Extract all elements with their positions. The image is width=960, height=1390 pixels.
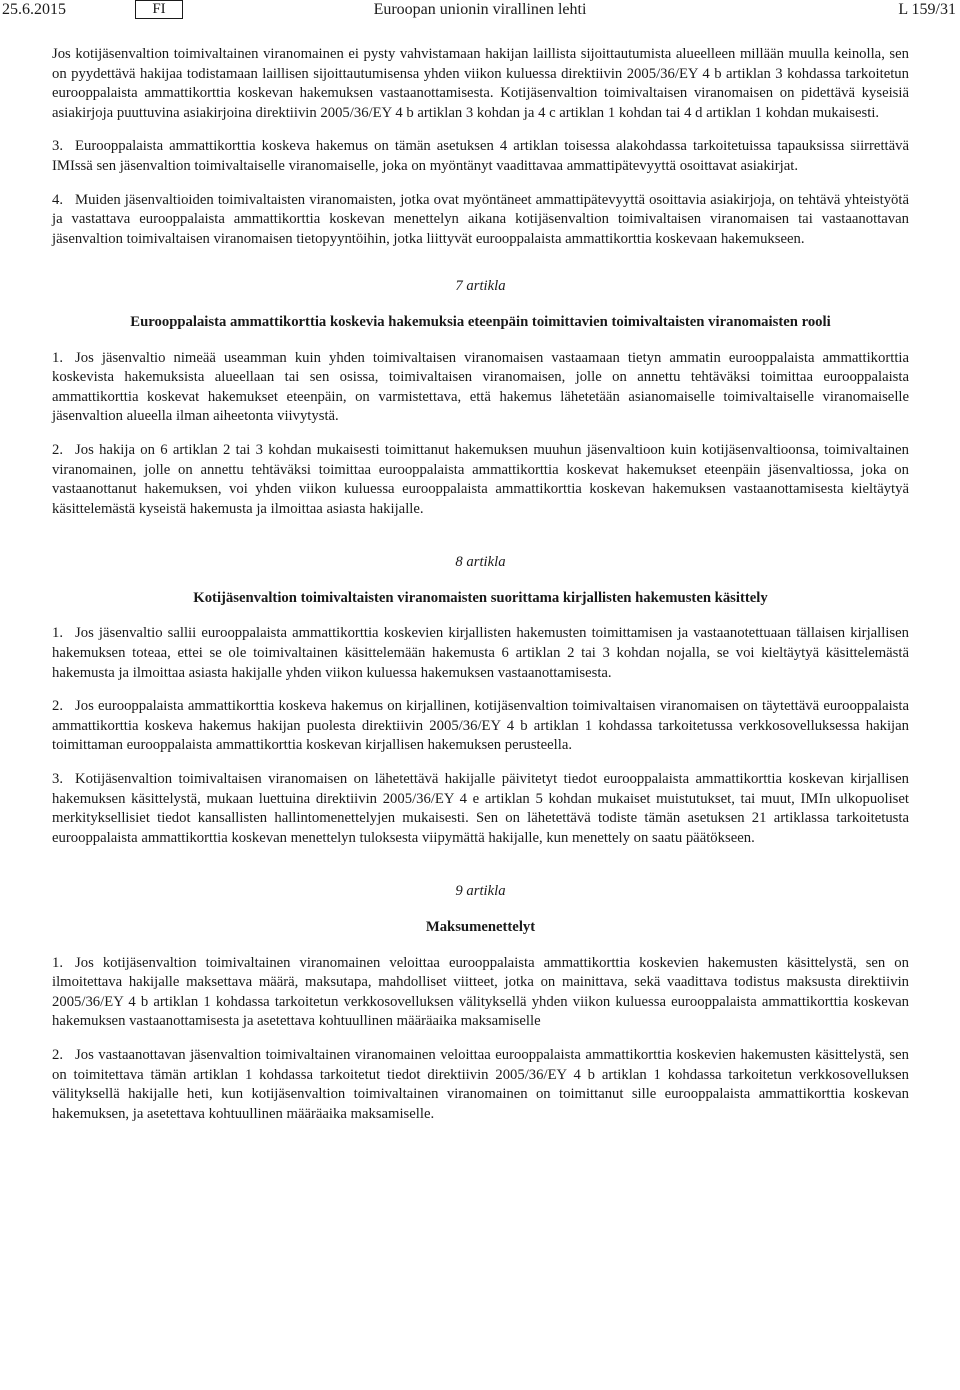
paragraph-text: Muiden jäsenvaltioiden toimivaltaisten viranomaisten, jotka ovat myöntäneet ammattipätevyyttä osoittavia asiakirjoja, on tehtävä yhteistyötä ja vastattava eurooppalaista ammattikorttia koskevan menettelyn aikana kotijäsenvaltion toimivaltaisen viranomaisen tai vastaanottavan jäsenvaltion toimivaltaisen viranomaisen tietopyyntöihin, jotka liittyvät eurooppalaista ammattikorttia koskevaan hakemukseen. (52, 191, 909, 247)
paragraph-number: 2. (52, 698, 64, 715)
page-reference: L 159/31 (898, 1, 956, 18)
paragraph-number: 2. (52, 441, 64, 458)
page-header (0, 0, 960, 22)
article-8-paragraph-2 (52, 697, 909, 756)
paragraph-3 (52, 137, 909, 176)
paragraph-number: 3. (52, 138, 64, 155)
article-9-paragraph-2 (52, 1046, 909, 1124)
paragraph-text: Jos eurooppalaista ammattikorttia koskeva hakemus on kirjallinen, kotijäsenvaltion toimivaltaisen viranomaisen on täytettävä eurooppalaista ammattikorttia koskeva hakemus hakijan puolesta direktiivin 2005/36/EY 4 b artiklan 1 kohdassa tarkoitetussa verkkosovelluksessa hakijan toimittaman eurooppalaista ammattikorttia koskevan kirjallisen hakemuksen perusteella. (52, 698, 909, 754)
article-7-paragraph-2 (52, 441, 909, 519)
article-9-paragraph-1 (52, 954, 909, 1032)
paragraph-number: 4. (52, 191, 64, 208)
language-code-box: FI (135, 0, 183, 19)
paragraph-text: Kotijäsenvaltion toimivaltaisen viranomaisen on lähetettävä hakijalle päivitetyt tiedot eurooppalaista ammattikorttia koskevan kirjallisen hakemuksen käsittelystä, mukaan luettuina direktiivin 2005/36/EY 4 e artiklan 5 kohdan mukaiset muistutukset, tai muut, IMIn ulkopuoliset merkityksellisiet tiedot kansallisten hallintomenettelyjen mukaisesti. Sen on lähetettävä todiste tämän asetuksen 21 artiklassa tarkoitetusta eurooppalaista ammattikorttia koskevan menettelyn tuloksesta viipymättä hakijalle, kun menettely on saatu päätökseen. (52, 771, 909, 846)
journal-title: Euroopan unionin virallinen lehti (373, 1, 587, 18)
article-8-paragraph-3 (52, 770, 909, 848)
paragraph-4 (52, 191, 909, 250)
paragraph-text: Jos kotijäsenvaltion toimivaltainen viranomainen veloittaa eurooppalaista ammattikorttia koskevien hakemusten käsittelystä, sen on ilmoitettava hakijalle maksettava määrä, maksutapa, mahdolliset viitteet, jotka on mainittava, sekä vaadittava todistus maksusta direktiivin 2005/36/EY 4 b artiklan 1 kohdassa tarkoitetun verkkosovelluksen välityksellä yhden viikon kuluessa eurooppalaista ammattikorttia koskevan hakemuksen vastaanottamisesta ja asetettava kohtuullinen määräaika maksamiselle (52, 954, 909, 1030)
article-9-number: 9 artikla (455, 883, 506, 900)
publication-date: 25.6.2015 (2, 1, 66, 18)
paragraph-text: Jos jäsenvaltio sallii eurooppalaista ammattikorttia koskevien kirjallisten hakemusten toimittamisen ja vastaanotettuaan tällaisen kirjallisen hakemuksen toteaa, ettei se ole toimivaltainen käsittelemään hakemusta 6 artiklan 2 tai 3 kohdan nojalla, se voi kieltäytyä käsittelemästä hakemusta ja ilmoittaa asiasta hakijalle yhden viikon kuluessa hakemuksen vastaanottamisesta. (52, 625, 909, 681)
article-8-title: Kotijäsenvaltion toimivaltaisten viranomaisten suorittama kirjallisten hakemusten käsittely (193, 589, 768, 606)
article-9-title: Maksumenettelyt (425, 919, 536, 935)
article-7-number: 7 artikla (455, 278, 506, 295)
paragraph-number: 3. (52, 771, 64, 788)
paragraph-number: 1. (52, 349, 64, 366)
paragraph-text: Eurooppalaista ammattikorttia koskeva hakemus on tämän asetuksen 4 artiklan toisessa alakohdassa tarkoitetuissa tapauksissa siirrettävä IMIssä sen jäsenvaltion toimivaltaiselle viranomaiselle, joka on myöntänyt vaadittavaa ammattipätevyyttä osoittavat asiakirjat. (52, 138, 909, 174)
paragraph-text: Jos hakija on 6 artiklan 2 tai 3 kohdan mukaisesti toimittanut hakemuksen muuhun jäsenvaltioon kuin kotijäsenvaltioonsa, toimivaltainen viranomainen, jolle on annettu tehtäväksi toimittaa eurooppalaista ammattikorttia koskevat hakemukset eteenpäin jäsenvaltiossa, joka on vastaanottanut hakemuksen, voi yhden viikon kuluessa eurooppalaista ammattikorttia koskevan hakemuksen vastaanottamisesta kieltäytyä käsittelemästä kyseistä hakemusta ja ilmoittaa asiasta hakijalle. (52, 441, 909, 517)
article-7-title: Eurooppalaista ammattikorttia koskevia hakemuksia eteenpäin toimittavien toimivaltaisten viranomaisten rooli (130, 313, 831, 330)
article-8-number: 8 artikla (455, 554, 506, 571)
document-body (52, 45, 909, 1138)
paragraph-number: 2. (52, 1046, 64, 1063)
paragraph-number: 1. (52, 954, 64, 971)
paragraph-intro: Jos kotijäsenvaltion toimivaltainen viranomainen ei pysty vahvistamaan hakijan laillista sijoittautumista alueelleen millään muulla keinolla, sen on pyydettävä hakijaa todistamaan laillisen sijoittautumisensa yhden viikon kuluessa direktiivin 2005/36/EY 4 b artiklan 3 kohdassa tarkoitetun eurooppalaista ammattikorttia koskevan hakemuksen vastaanottamisesta. Kotijäsenvaltion toimivaltaisen viranomaisen on pidettävä kyseisiä asiakirjoja puuttuvina asiakirjoina direktiivin 2005/36/EY 4 b artiklan 3 kohdan ja 4 c artiklan 1 kohdan tai 4 d artiklan 1 kohdan mukaisesti. (52, 46, 909, 121)
paragraph-number: 1. (52, 625, 64, 642)
article-8-paragraph-1 (52, 624, 909, 683)
paragraph-text: Jos jäsenvaltio nimeää useamman kuin yhden toimivaltaisen viranomaisen vastaamaan tietyn ammatin eurooppalaista ammattikorttia koskevista hakemuksista alueellaan tai sen osissa, toimivaltaisen viranomaisen, jolle on annettu tehtäväksi toimittaa eurooppalaista ammattikorttia koskevat hakemukset eteenpäin, on varmistettava, että hakemus lähetetään asianomaiselle toimivaltaiselle viranomaiselle jäsenvaltion alueella ilman aiheetonta viivytystä. (52, 349, 909, 425)
paragraph-text: Jos vastaanottavan jäsenvaltion toimivaltainen viranomainen veloittaa eurooppalaista ammattikorttia koskevien hakemusten käsittelystä, sen on toimitettava tämän artiklan 1 kohdassa tarkoitetut tiedot direktiivin 2005/36/EY 4 b artiklan 1 kohdassa tarkoitetun verkkosovelluksen välityksellä hakijalle heti, kun kotijäsenvaltion toimivaltainen viranomainen on toimittanut sille eurooppalaista ammattikorttia koskevan hakemuksen, ja asetettava kohtuullinen määräaika maksamiselle. (52, 1046, 909, 1122)
article-7-paragraph-1 (52, 349, 909, 427)
